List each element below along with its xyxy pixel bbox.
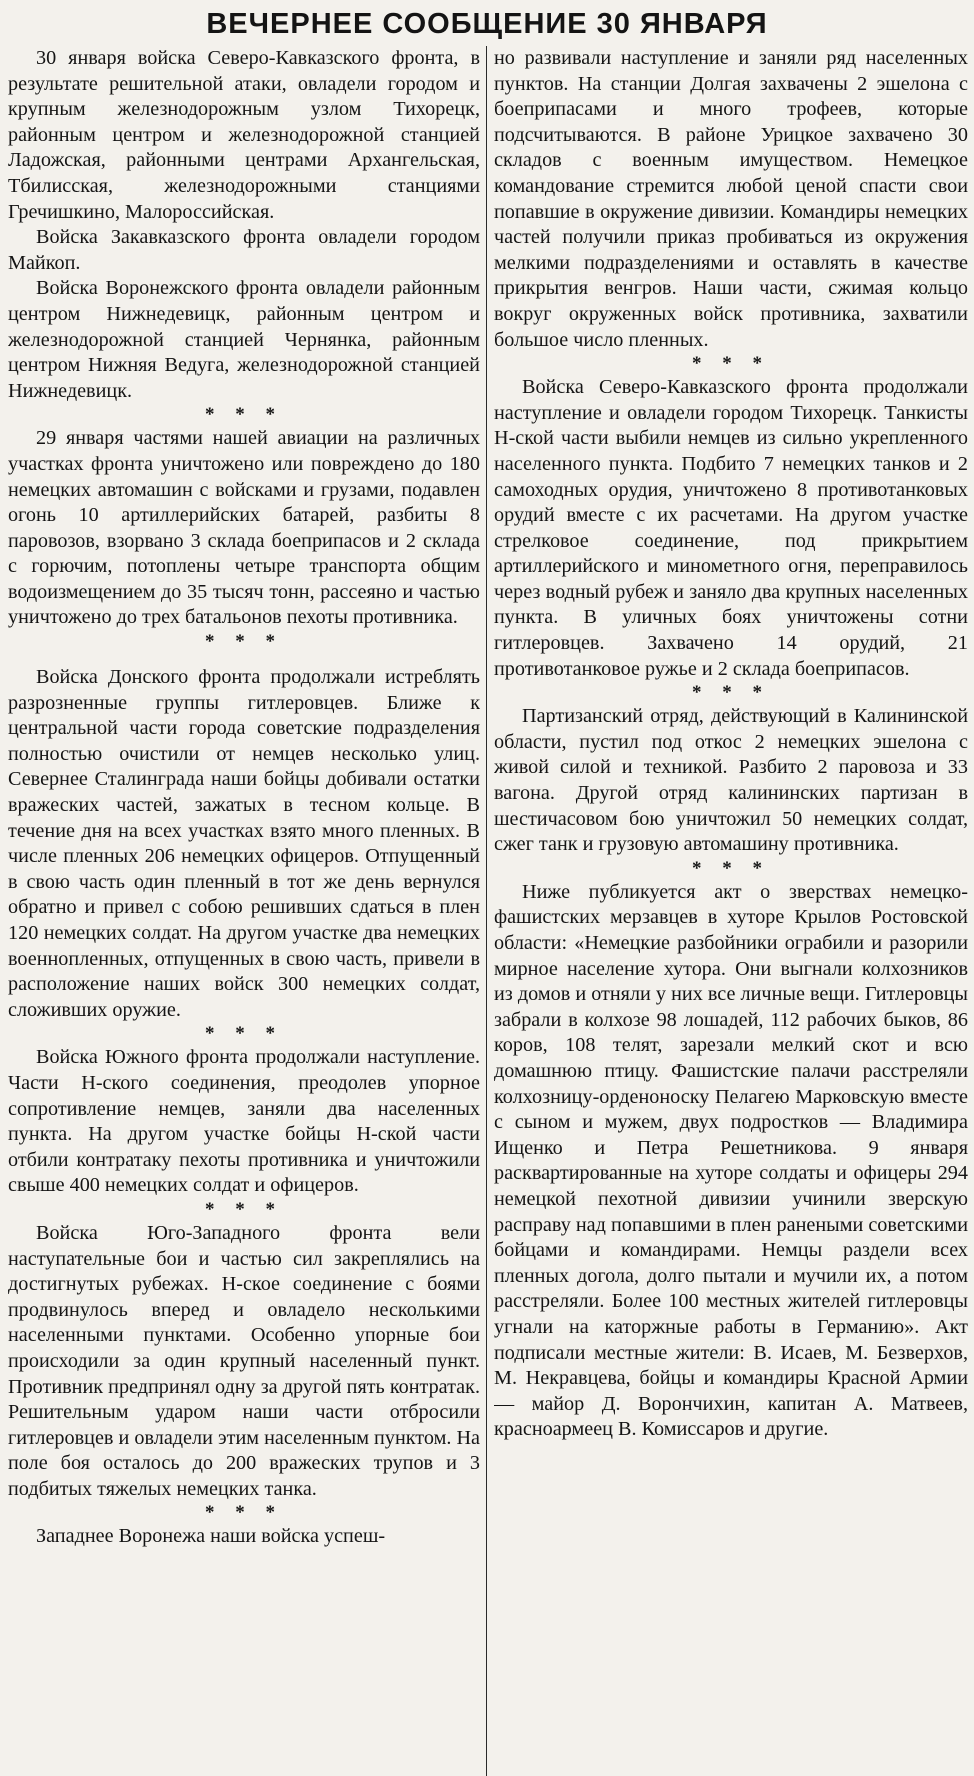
section-separator: * * *	[692, 682, 770, 704]
paragraph: Партизанский отряд, действующий в Калининской области, пустил под откос 2 немецких эшелона с живой силой и техникой. Разбито 2 паровоза и 33 вагона. Другой отряд калининских партизан в шестичасовом бою уничтожил 50 немецких солдат, сжег танк и грузовую автомашину противника.	[494, 705, 968, 856]
paragraph: 29 января частями нашей авиации на различных участках фронта уничтожено или повреждено до 180 немецких автомашин с войсками и грузами, подавлен огонь 10 артиллерийских батарей, разбиты 8 паровозов, взорвано 3 склада боеприпасов и 2 склада с горючим, потоплены четыре транспорта общим водоизмещением до 35 тысяч тонн, рассеяно и частью уничтожено до трех батальонов пехоты противника.	[8, 427, 480, 629]
right-column	[494, 46, 968, 1776]
paragraph: но развивали наступление и заняли ряд населенных пунктов. На станции Долгая захвачены 2 эшелона с боеприпасами и много трофеев, которые подсчитываются. В районе Урицкое захвачено 30 складов с военным имуществом. Немецкое командование стремится любой ценой спасти свои попавшие в окружение дивизии. Командиры немецких частей получили приказ пробиваться из окружения мелкими подразделениями и оставлять в качестве прикрытия венгров. Наши части, сжимая кольцо вокруг окруженных войск противника, захватили большое число пленных.	[494, 47, 968, 351]
paragraph: Западнее Воронежа наши войска успеш-	[36, 1525, 386, 1548]
paragraph: Войска Южного фронта продолжали наступление. Части Н-ского соединения, преодолев упорное сопротивление немцев, заняли два населенных пункта. На другом участке бойцы Н-ской части отбили контратаку пехоты противника и уничтожили свыше 400 немецких солдат и офицеров.	[8, 1046, 480, 1197]
left-column	[8, 46, 480, 1776]
section-separator: * * *	[205, 404, 283, 426]
paragraph: Войска Юго-Западного фронта вели наступательные бои и частью сил закреплялись на достигнутых рубежах. Н-ское соединение с боями продвинулось вперед и овладело несколькими населенными пунктами. Особенно упорные бои происходили за один крупный населенный пункт. Противник предпринял одну за другой пять контратак. Решительным ударом наши части отбросили гитлеровцев и овладели этим населенным пунктом. На поле боя осталось до 200 вражеских трупов и 3 подбитых тяжелых немецких танка.	[8, 1221, 480, 1500]
paragraph: 30 января войска Северо-Кавказского фронта, в результате решительной атаки, овладели городом и крупным железнодорожным узлом Тихорецк, районным центром и железнодорожной станцией Ладожская, районными центрами Архангельская, Тбилисская, железнодорожными станциями Гречишкино, Малороссийская.	[8, 47, 480, 223]
paragraph: Войска Донского фронта продолжали истреблять разрозненные группы гитлеровцев. Ближе к центральной части города советские подразделения полностью очистили от немцев несколько улиц. Севернее Сталинграда наши бойцы добивали остатки вражеских частей, зажатых в тесном кольце. В течение дня на всех участках взято много пленных. В числе пленных 206 немецких офицеров. Отпущенный в свою часть один пленный в тот же день вернулся обратно и привел с собою решивших сдаться в плен 120 немецких солдат. На другом участке два немецких военнопленных, отпущенных в свою часть, привели в расположение наших войск 300 немецких солдат, сложивших оружие.	[8, 666, 480, 1021]
section-separator: * * *	[692, 857, 770, 879]
paragraph: Войска Закавказского фронта овладели городом Майкоп.	[8, 226, 480, 274]
section-separator: * * *	[205, 1198, 283, 1220]
paragraph: Войска Северо-Кавказского фронта продолжали наступление и овладели городом Тихорецк. Танкисты Н-ской части выбили немцев из сильно укрепленного населенного пункта. Подбито 7 немецких танков и 2 самоходных орудия, уничтожено 8 противотанковых орудий вместе с их расчетами. На другом участке стрелковое соединение, под прикрытием артиллерийского и минометного огня, переправилось через водный рубеж и заняло два крупных населенных пункта. В уличных боях уничтожены сотни гитлеровцев. Захвачено 14 орудий, 21 противотанковое ружье и 2 склада боеприпасов.	[494, 376, 968, 680]
section-separator: * * *	[205, 1023, 283, 1045]
headline: ВЕЧЕРНЕЕ СООБЩЕНИЕ 30 ЯНВАРЯ	[206, 8, 768, 40]
section-separator: * * *	[692, 353, 770, 375]
article-body	[0, 46, 974, 1776]
paragraph: Ниже публикуется акт о зверствах немецко-фашистских мерзавцев в хуторе Крылов Ростовской области: «Немецкие разбойники ограбили и разорили мирное население хутора. Они выгнали колхозников из домов и отняли у них все личные вещи. Гитлеровцы забрали в колхозе 98 лошадей, 112 рабочих быков, 86 коров, 108 телят, зарезали мелкий скот и всю домашнюю птицу. Фашистские палачи расстреляли колхозницу-орденоноску Пелагею Марковскую вместе с сыном и мужем, двух подростков — Владимира Ищенко и Петра Решетникова. 9 января расквартированные на хуторе солдаты и офицеры 294 немецкой пехотной дивизии учинили зверскую расправу над попавшими в плен ранеными советскими бойцами и командирами. Немцы раздели всех пленных догола, долго пытали и мучили их, а потом расстреляли. Более 100 местных жителей гитлеровцы угнали на каторжные работы в Германию». Акт подписали местные жители: В. Исаев, М. Безверхов, М. Некравцева, бойцы и командиры Красной Армии — майор Д. Ворончихин, капитан А. Матвеев, красноармеец В. Комиссаров и другие.	[494, 880, 968, 1441]
section-separator: * * *	[205, 1502, 283, 1524]
section-separator: * * *	[205, 631, 283, 653]
paragraph: Войска Воронежского фронта овладели районным центром Нижнедевицк, районным центром и железнодорожной станцией Чернянка, районным центром Нижняя Ведуга, железнодорожной станцией Нижнедевицк.	[8, 277, 480, 402]
